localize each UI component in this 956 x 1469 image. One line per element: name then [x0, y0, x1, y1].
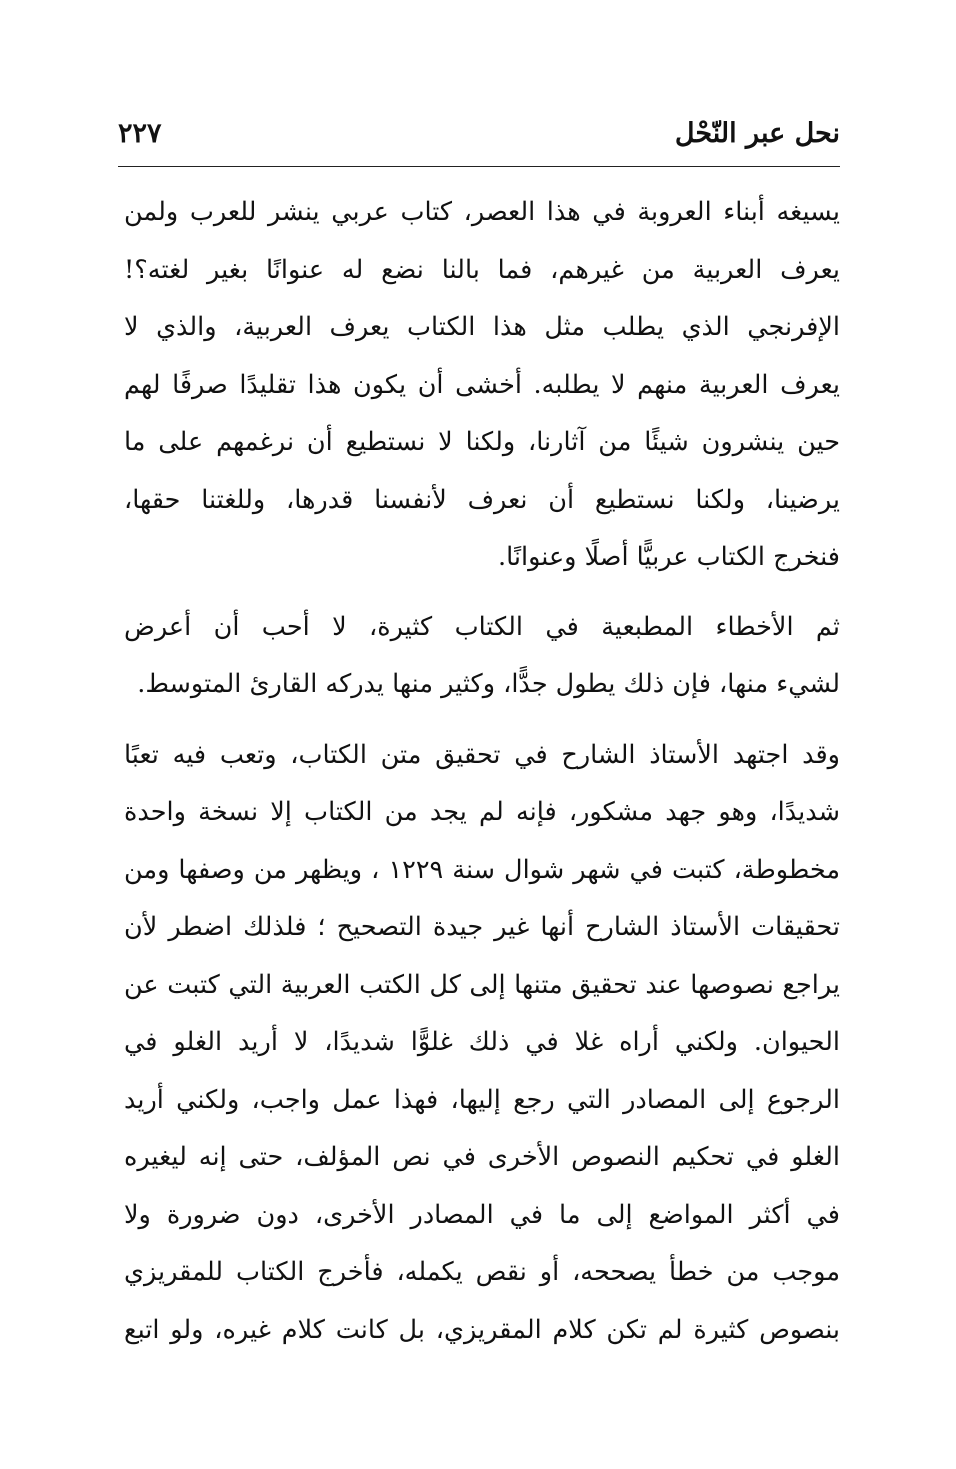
- text-line: يرضينا، ولكنا نستطيع أن نعرف لأنفسنا قدرها، وللغتنا حقها،: [124, 484, 840, 515]
- header-rule: [118, 166, 840, 167]
- text-line: الإفرنجي الذي يطلب مثل هذا الكتاب يعرف العربية، والذي لا: [124, 312, 840, 342]
- text-line: الحيوان. ولكني أراه غلا في ذلك غلوًّا شديدًا، لا أريد الغلو في: [124, 1027, 840, 1057]
- page-number: ٢٢٧: [118, 118, 162, 149]
- text-line: يعرف العربية منهم لا يطلبه. أخشى أن يكون هذا تقليدًا صرفًا لهم: [124, 369, 840, 400]
- text-line: لشيء منها، فإن ذلك يطول جدًّا، وكثير منها يدركه القارئ المتوسط.: [137, 669, 840, 699]
- text-line: يعرف العربية من غيرهم، فما بالنا نضع له عنوانًا بغير لغته؟!: [124, 254, 840, 285]
- text-line: بنصوص كثيرة لم تكن كلام المقريزي، بل كانت كلام غيره، ولو اتبع: [124, 1314, 840, 1345]
- text-line: مخطوطة، كتبت في شهر شوال سنة ١٢٢٩ ، ويظهر من وصفها ومن: [124, 854, 840, 885]
- text-line: حين ينشرون شيئًا من آثارنا، ولكنا لا نستطيع أن نرغمهم على ما: [124, 427, 840, 457]
- text-line: الرجوع إلى المصادر التي رجع إليها، فهذا عمل واجب، ولكني أريد: [124, 1084, 840, 1115]
- text-line: يراجع نصوصها عند تحقيق متنها إلى كل الكتب العربية التي كتبت عن: [124, 969, 840, 1000]
- text-line: الغلو في تحكيم النصوص الأخرى في نص المؤلف، حتى إنه ليغيره: [124, 1142, 840, 1172]
- paragraph: [124, 727, 840, 1360]
- running-header-title: نحل عبر النّحْل: [674, 118, 840, 149]
- paragraph: [124, 184, 840, 587]
- text-line: في أكثر المواضع إلى ما في المصادر الأخرى، دون ضرورة ولا: [124, 1199, 840, 1230]
- text-line: شديدًا، وهو جهد مشكور، فإنه لم يجد من الكتاب إلا نسخة واحدة: [124, 797, 840, 827]
- paragraph: [124, 599, 840, 714]
- body-text: [124, 184, 840, 1359]
- text-line: تحقيقات الأستاذ الشارح أنها غير جيدة التصحيح ؛ فلذلك اضطر لأن: [124, 912, 840, 942]
- text-line: ثم الأخطاء المطبعية في الكتاب كثيرة، لا أحب أن أعرض: [124, 611, 840, 642]
- text-line: وقد اجتهد الأستاذ الشارح في تحقيق متن الكتاب، وتعب فيه تعبًا: [124, 739, 840, 770]
- running-header: [118, 108, 840, 158]
- text-line: موجب من خطأ يصححه، أو نقص يكمله، فأخرج الكتاب للمقريزي: [124, 1257, 840, 1287]
- text-line: يسيغه أبناء العروبة في هذا العصر، كتاب عربي ينشر للعرب ولمن: [124, 197, 840, 227]
- text-line: فنخرج الكتاب عربيًّا أصلًا وعنوانًا.: [498, 542, 840, 572]
